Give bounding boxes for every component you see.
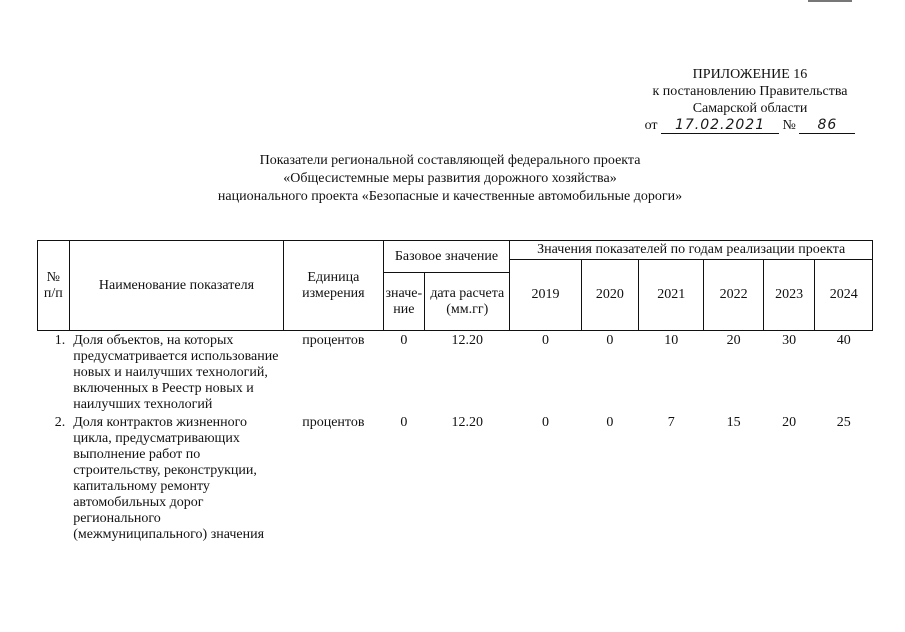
header-year: 2021	[639, 260, 704, 331]
header-year: 2023	[763, 260, 815, 331]
header-unit: Единица измерения	[284, 241, 383, 331]
appendix-title: ПРИЛОЖЕНИЕ 16	[692, 67, 808, 82]
indicator-unit: процентов	[302, 415, 365, 430]
year-value: 0	[541, 333, 549, 348]
year-value: 0	[606, 415, 614, 430]
header-year: 2024	[815, 260, 873, 331]
base-date: 12.20	[451, 415, 483, 430]
header-base: Базовое значение	[383, 241, 510, 273]
base-value: 0	[400, 415, 408, 430]
indicator-name: Доля контрактов жизненного цикла, предусматривающих выполнение работ по строительству, реконструкции, капитальному ремонту автомобильных дорог регионального (межмуниципального) значения	[73, 415, 265, 542]
row-number: 1.	[54, 333, 66, 348]
year-value: 20	[782, 415, 797, 430]
appendix-region-line: Самарской области	[692, 101, 808, 116]
header-years-group: Значения показателей по годам реализации проекта	[510, 241, 873, 260]
title-line-3: национального проекта «Безопасные и качественные автомобильные дороги»	[217, 189, 683, 204]
scan-mark	[808, 0, 852, 2]
indicator-name: Доля объектов, на которых предусматривается использование новых и наилучших технологий, включенных в Реестр новых и наилучших технологий	[73, 333, 279, 412]
appendix-date-line	[600, 117, 900, 134]
document-title	[150, 152, 750, 206]
year-value: 0	[606, 333, 614, 348]
header-year: 2019	[510, 260, 581, 331]
year-value: 25	[836, 415, 851, 430]
header-year: 2022	[704, 260, 763, 331]
indicator-unit: процентов	[302, 333, 365, 348]
title-line-1: Показатели региональной составляющей федерального проекта	[259, 153, 641, 168]
year-value: 0	[541, 415, 549, 430]
year-value: 30	[782, 333, 797, 348]
handwritten-date: 17.02.2021	[661, 118, 779, 134]
year-value: 10	[664, 333, 679, 348]
base-date: 12.20	[451, 333, 483, 348]
header-name: Наименование показателя	[69, 241, 283, 331]
table-row	[38, 331, 873, 414]
year-value: 20	[726, 333, 741, 348]
table-row	[38, 413, 873, 543]
header-base-value: значе-ние	[383, 273, 425, 331]
year-value: 7	[667, 415, 675, 430]
year-value: 40	[836, 333, 851, 348]
year-value: 15	[726, 415, 741, 430]
header-year: 2020	[581, 260, 638, 331]
date-prefix: от	[644, 118, 658, 133]
indicators-table	[37, 240, 873, 543]
appendix-block	[600, 66, 900, 134]
header-num: № п/п	[38, 241, 70, 331]
header-base-date: дата расчета (мм.гг)	[425, 273, 510, 331]
row-number: 2.	[54, 415, 66, 430]
handwritten-number: 86	[799, 118, 855, 134]
base-value: 0	[400, 333, 408, 348]
number-prefix: №	[782, 118, 796, 133]
title-line-2: «Общесистемные меры развития дорожного хозяйства»	[283, 171, 617, 186]
appendix-decree-line: к постановлению Правительства	[652, 84, 848, 99]
